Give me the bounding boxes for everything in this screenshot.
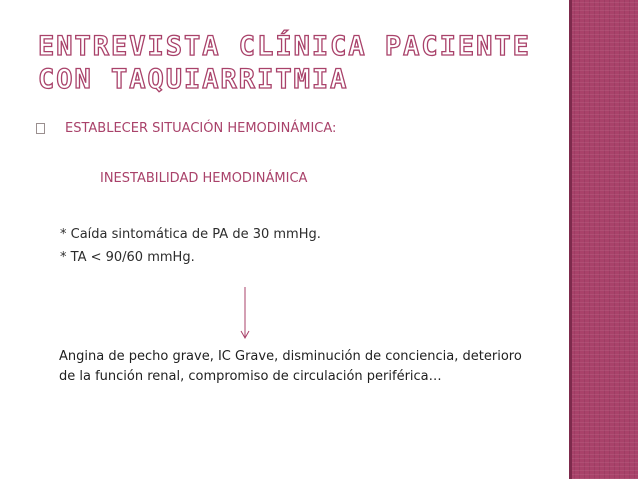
sub-heading: INESTABILIDAD HEMODINÁMICA [100, 171, 308, 186]
slide-title: ENTREVISTA CLÍNICA PACIENTE CON TAQUIARRITMIA [38, 31, 531, 95]
arrow-down-icon [239, 287, 251, 339]
criteria-item: * TA < 90/60 mmHg. [60, 250, 195, 265]
decorative-side-band [569, 0, 638, 479]
bullet-square-icon [36, 123, 45, 134]
consequences-text: Angina de pecho grave, IC Grave, disminución de conciencia, deterioro de la función renal, compromiso de circulación periférica… [59, 349, 522, 384]
bullet-heading: ESTABLECER SITUACIÓN HEMODINÁMICA: [65, 121, 337, 136]
criteria-item: * Caída sintomática de PA de 30 mmHg. [60, 227, 321, 242]
criteria-list [60, 223, 321, 269]
